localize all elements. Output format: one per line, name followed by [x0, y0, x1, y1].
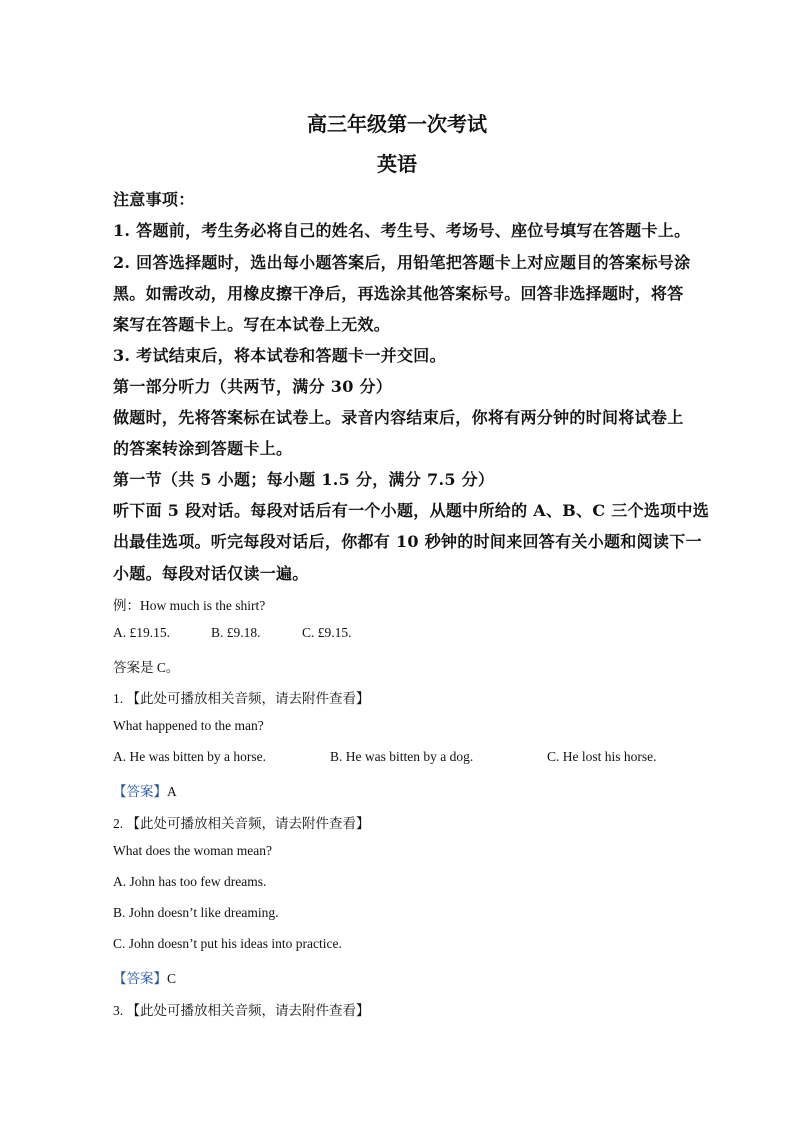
section1-instruction-line-2: 出最佳选项。听完每段对话后，你都有 10 秒钟的时间来回答有关小题和阅读下一: [113, 532, 702, 551]
question-2-option-c: C. John doesn’t put his ideas into practice.: [113, 936, 342, 951]
question-2-audio-prompt[interactable]: 2. 【此处可播放相关音频，请去附件查看】: [113, 816, 370, 831]
answer-value: C: [167, 971, 177, 986]
example-option-a: A. £19.15.: [113, 625, 170, 640]
notice-item-2-line-1: 2. 回答选择题时，选出每小题答案后，用铅笔把答题卡上对应题目的答案标号涂: [113, 253, 691, 272]
notice-heading: 注意事项：: [113, 190, 195, 209]
example-answer: 答案是 C。: [113, 660, 180, 675]
question-2-answer: [113, 967, 176, 987]
question-1-option-a: A. He was bitten by a horse.: [113, 749, 266, 764]
question-1-text: What happened to the man?: [113, 718, 264, 733]
part1-instruction-line-1: 做题时，先将答案标在试卷上。录音内容结束后，你将有两分钟的时间将试卷上: [113, 408, 684, 427]
answer-label: 答案: [126, 971, 154, 986]
answer-bracket-open: 【: [113, 784, 127, 799]
section1-heading: 第一节（共 5 小题；每小题 1.5 分，满分 7.5 分）: [113, 470, 495, 489]
example-question: 例：How much is the shirt?: [113, 598, 266, 613]
question-2-text: What does the woman mean?: [113, 843, 272, 858]
question-2-option-a: A. John has too few dreams.: [113, 874, 267, 889]
example-option-b: B. £9.18.: [211, 625, 261, 640]
notice-item-1: 1. 答题前，考生务必将自己的姓名、考生号、考场号、座位号填写在答题卡上。: [113, 221, 691, 240]
answer-bracket-close: 】: [153, 971, 167, 986]
question-2-option-b: B. John doesn’t like dreaming.: [113, 905, 279, 920]
example-option-c: C. £9.15.: [302, 625, 352, 640]
answer-bracket-open: 【: [113, 971, 127, 986]
notice-item-2-line-2: 黑。如需改动，用橡皮擦干净后，再选涂其他答案标号。回答非选择题时，将答: [113, 284, 684, 303]
section1-instruction-line-3: 小题。每段对话仅读一遍。: [113, 564, 309, 583]
answer-label: 答案: [126, 784, 154, 799]
section1-instruction-line-1: 听下面 5 段对话。每段对话后有一个小题，从题中所给的 A、B、C 三个选项中选: [113, 501, 710, 520]
part1-heading: 第一部分听力（共两节，满分 30 分）: [113, 377, 393, 396]
answer-bracket-close: 】: [153, 784, 167, 799]
question-1-answer: [113, 780, 177, 800]
part1-instruction-line-2: 的答案转涂到答题卡上。: [113, 439, 293, 458]
question-1-option-b: B. He was bitten by a dog.: [330, 749, 474, 764]
notice-item-3: 3. 考试结束后，将本试卷和答题卡一并交回。: [113, 346, 446, 365]
question-1-audio-prompt[interactable]: 1. 【此处可播放相关音频，请去附件查看】: [113, 691, 370, 706]
answer-value: A: [167, 784, 177, 799]
exam-title: 高三年级第一次考试: [307, 112, 487, 136]
question-1-option-c: C. He lost his horse.: [547, 749, 657, 764]
subject-title: 英语: [377, 152, 417, 176]
question-3-audio-prompt[interactable]: 3. 【此处可播放相关音频，请去附件查看】: [113, 1003, 370, 1018]
notice-item-2-line-3: 案写在答题卡上。写在本试卷上无效。: [113, 315, 391, 334]
